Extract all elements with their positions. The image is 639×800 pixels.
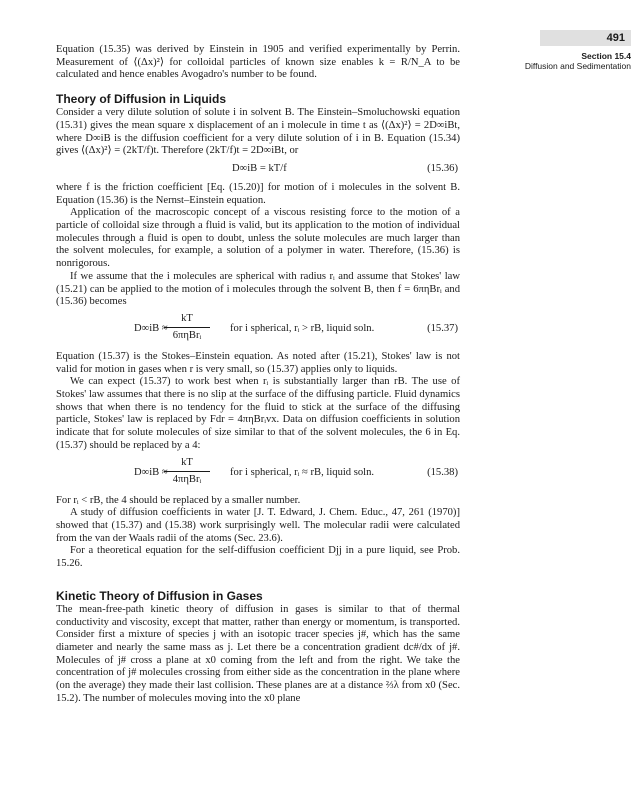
equation-condition: for i spherical, rᵢ > rB, liquid soln. <box>230 322 375 334</box>
paragraph: Equation (15.35) was derived by Einstein in 1905 and verified experimentally by Perrin. Measurement of ⟨(Δx)²⟩ for colloidal particles of known size enables k = R/N_A to be calculated and hence enables Avogadro's number to be found. <box>56 44 460 81</box>
paragraph: We can expect (15.37) to work best when rᵢ is substantially larger than rB. The use of Stokes' law assumes that there is no slip at the surface of the diffusing particle. Fluid dynamics shows that when there is no tendency for the fluid to stick at the surface of the diffusing particle, Stokes' law is replaced by Fdr = 4πηBrᵢvx. Data on diffusion coefficients in solution indicate that for solute molecules of size similar to that of the solvent molecules, the 6 in Eq. (15.37) should be replaced by a 4: <box>56 376 460 451</box>
fraction-denominator: 6πηBrᵢ <box>172 329 202 341</box>
equation-lhs: D∞iB ≈ <box>134 466 168 478</box>
fraction-denominator: 4πηBrᵢ <box>172 473 202 485</box>
paragraph: Equation (15.37) is the Stokes–Einstein equation. As noted after (15.21), Stokes' law is not valid for motion in gases when r is very small, so (15.37) applies only to liquids. <box>56 350 460 375</box>
paragraph: Consider a very dilute solution of solute i in solvent B. The Einstein–Smoluchowski equation (15.31) gives the mean square x displacement of an i molecule in time t as ⟨(Δx)²⟩ = 2D∞iBt, where D∞iB is the diffusion coefficient for a very dilute solution of i in B. Equation (15.34) gives ⟨(Δx)²⟩ = (2kT/f)t. Therefore (2kT/f)t = 2D∞iBt, or <box>56 107 460 157</box>
equation-expression: D∞iB = kT/f <box>232 162 287 174</box>
paragraph: For a theoretical equation for the self-diffusion coefficient Djj in a pure liquid, see Prob. 15.26. <box>56 545 460 570</box>
paragraph: where f is the friction coefficient [Eq. (15.20)] for motion of i molecules in the solvent B. Equation (15.36) is the Nernst–Einstein equation. <box>56 181 460 206</box>
equation-condition: for i spherical, rᵢ ≈ rB, liquid soln. <box>230 466 375 478</box>
paragraph: A study of diffusion coefficients in water [J. T. Edward, J. Chem. Educ., 47, 261 (1970)] showed that (15.37) and (15.38) work surprisingly well. The molecular radii were calculated from the van der Waals radii of the atoms (Sec. 23.6). <box>56 507 460 544</box>
equation-number: (15.37) <box>427 322 458 334</box>
equation-number: (15.38) <box>427 466 458 478</box>
section-heading-liquids: Theory of Diffusion in Liquids <box>56 92 226 107</box>
equation-fraction <box>164 313 210 342</box>
equation-15-36 <box>56 161 460 179</box>
paragraph: If we assume that the i molecules are spherical with radius rᵢ and assume that Stokes' law (15.21) can be applied to the motion of i molecules through the solvent B, then f = 6πηBrᵢ and (15.36) becomes <box>56 270 460 308</box>
paragraph: For rᵢ < rB, the 4 should be replaced by a smaller number. <box>56 494 301 506</box>
equation-15-37 <box>56 313 460 347</box>
fraction-numerator: kT <box>164 313 210 328</box>
section-title: Diffusion and Sedimentation <box>524 61 631 71</box>
section-label: Section 15.4 <box>581 51 631 61</box>
section-heading-gases: Kinetic Theory of Diffusion in Gases <box>56 588 263 603</box>
paragraph: The mean-free-path kinetic theory of diffusion in gases is similar to that of thermal conductivity and viscosity, except that matter, rather than energy or momentum, is transported. Consider first a mixture of species j with an isotopic tracer species j#, which has the same diameter and nearly the same mass as j. Let there be a concentration gradient dc#/dx of j#. Molecules of j# cross a plane at x0 coming from the left and from the right. We take the concentration of j# molecules crossing from either side as the concentration in the plane where (on the average) they made their last collision. These planes are at a distance ⅔λ from x0 (Sec. 15.2). The number of molecules moving into the x0 plane <box>56 603 460 704</box>
main-text-column <box>56 44 460 705</box>
paragraph: Application of the macroscopic concept of a viscous resisting force to the motion of a particle of colloidal size through a fluid is valid, but its application to the motion of individual molecules through a fluid is open to doubt, unless the solute molecules are much larger than the solvent molecules, for example, a solution of a polymer in water. Therefore, (15.36) is nonrigorous. <box>56 207 460 270</box>
equation-15-38 <box>56 457 460 491</box>
running-head <box>501 51 631 71</box>
equation-number: (15.36) <box>427 162 458 174</box>
fraction-numerator: kT <box>164 457 210 472</box>
equation-fraction <box>164 457 210 486</box>
page-number: 491 <box>540 30 631 46</box>
equation-lhs: D∞iB ≈ <box>134 322 168 334</box>
